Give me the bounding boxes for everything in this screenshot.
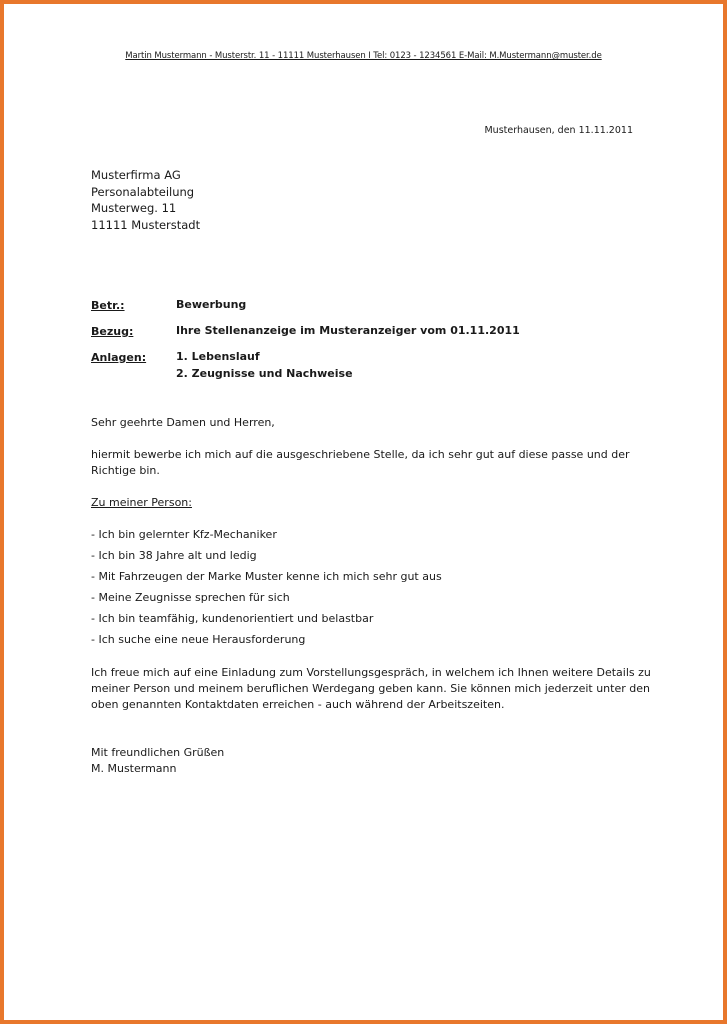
bullet-item-1: - Ich bin gelernter Kfz-Mechaniker [91,528,277,541]
recipient-department: Personalabteilung [91,184,195,199]
recipient-company: Musterfirma AG [91,168,181,182]
recipient-city: 11111 Musterstadt [91,217,201,232]
anlagen-item-2: 2. Zeugnisse und Nachweise [176,367,353,380]
salutation: Sehr geehrte Damen und Herren, [91,416,275,429]
date-line: Musterhausen, den 11.11.2011 [484,125,633,136]
bullet-item-3: - Mit Fahrzeugen der Marke Muster kenne ich mich sehr gut aus [91,570,442,583]
signature: M. Mustermann [91,762,177,775]
anlagen-item-1: 1. Lebenslauf [176,350,260,363]
intro-line-2: Richtige bin. [91,464,160,477]
bullet-item-5: - Ich bin teamfähig, kundenorientiert und belastbar [91,612,374,625]
sender-address-line: Martin Mustermann - Musterstr. 11 - 11111 Musterhausen I Tel: 0123 - 1234561 E-Mail: M.Mustermann@muster.de [125,51,602,61]
closing-line-2: meiner Person und meinem beruflichen Werdegang geben kann. Sie können mich jederzeit unter den [91,682,650,695]
recipient-address [91,167,200,233]
greeting: Mit freundlichen Grüßen [91,746,225,759]
bezug-value: Ihre Stellenanzeige im Musteranzeiger vom 01.11.2011 [176,324,520,337]
recipient-street: Musterweg. 11 [91,201,177,215]
anlagen-label: Anlagen: [91,351,147,364]
betr-value: Bewerbung [176,298,247,311]
bullet-item-4: - Meine Zeugnisse sprechen für sich [91,591,290,604]
bullet-item-6: - Ich suche eine neue Herausforderung [91,633,306,646]
bullet-item-2: - Ich bin 38 Jahre alt und ledig [91,549,257,562]
closing-line-1: Ich freue mich auf eine Einladung zum Vorstellungsgespräch, in welchem ich Ihnen weitere Details zu [91,666,651,679]
bezug-label: Bezug: [91,325,134,338]
intro-line-1: hiermit bewerbe ich mich auf die ausgeschriebene Stelle, da ich sehr gut auf diese passe und der [91,448,630,461]
betr-label: Betr.: [91,299,125,312]
closing-line-3: oben genannten Kontaktdaten erreichen - auch während der Arbeitszeiten. [91,698,505,711]
section-heading: Zu meiner Person: [91,496,192,509]
